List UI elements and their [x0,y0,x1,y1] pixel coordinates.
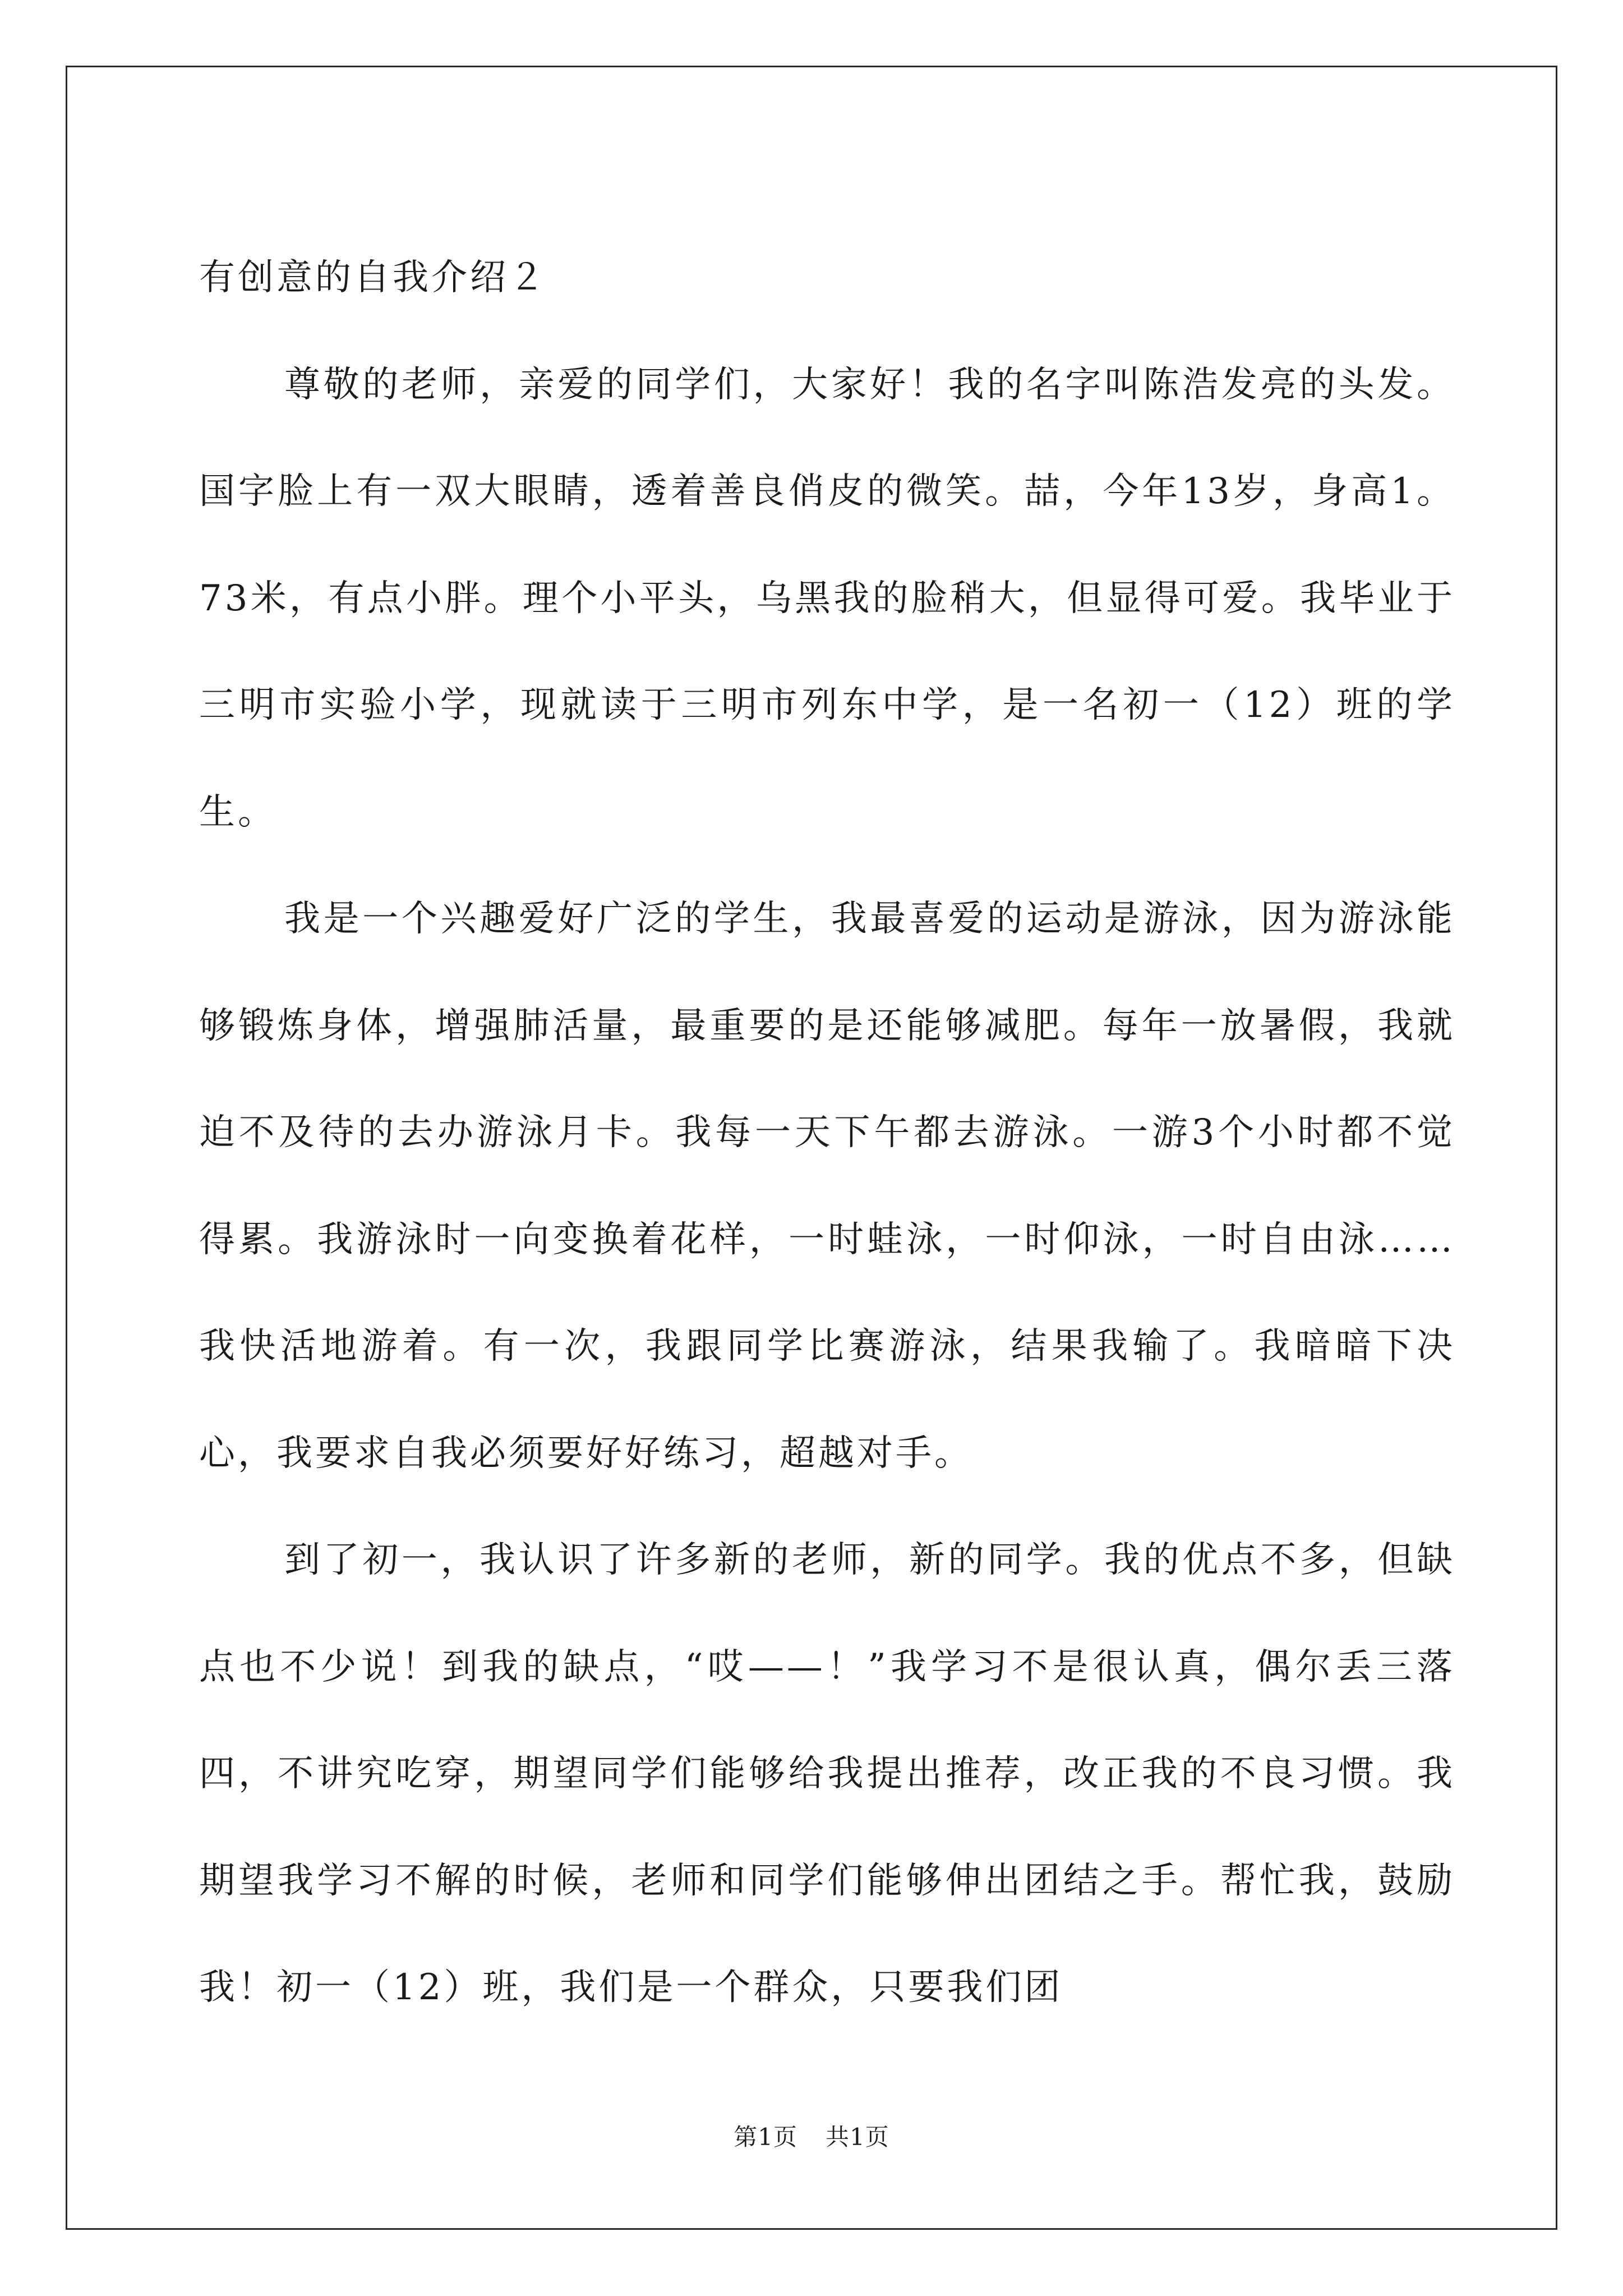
document-body [199,224,1455,2041]
paragraph-3: 到了初一，我认识了许多新的老师，新的同学。我的优点不多，但缺点也不少说！到我的缺点，“哎——！”我学习不是很认真，偶尔丢三落四，不讲究吃穿，期望同学们能够给我提出推荐，改正我的不良习惯。我期望我学习不解的时候，老师和同学们能够伸出团结之手。帮忙我，鼓励我！初一（12）班，我们是一个群众，只要我们团 [199,1539,1455,2008]
paragraph-2: 我是一个兴趣爱好广泛的学生，我最喜爱的运动是游泳，因为游泳能够锻炼身体，增强肺活量，最重要的是还能够减肥。每年一放暑假，我就迫不及待的去办游泳月卡。我每一天下午都去游泳。一游3个小时都不觉得累。我游泳时一向变换着花样，一时蛙泳，一时仰泳，一时自由泳……我快活地游着。有一次，我跟同学比赛游泳，结果我输了。我暗暗下决心，我要求自我必须要好好练习，超越对手。 [199,898,1455,1474]
paragraph-1: 尊敬的老师，亲爱的同学们，大家好！我的名字叫陈浩发亮的头发。国字脸上有一双大眼睛，透着善良俏皮的微笑。喆，今年13岁，身高1。73米，有点小胖。理个小平头，乌黑我的脸稍大，但显得可爱。我毕业于三明市实验小学，现就读于三明市列东中学，是一名初一（12）班的学生。 [199,364,1455,833]
document-title: 有创意的自我介绍２ [199,257,547,298]
page-number: 第1页 [734,2123,797,2151]
page-total: 共1页 [826,2123,889,2151]
page-footer [0,2120,1623,2154]
